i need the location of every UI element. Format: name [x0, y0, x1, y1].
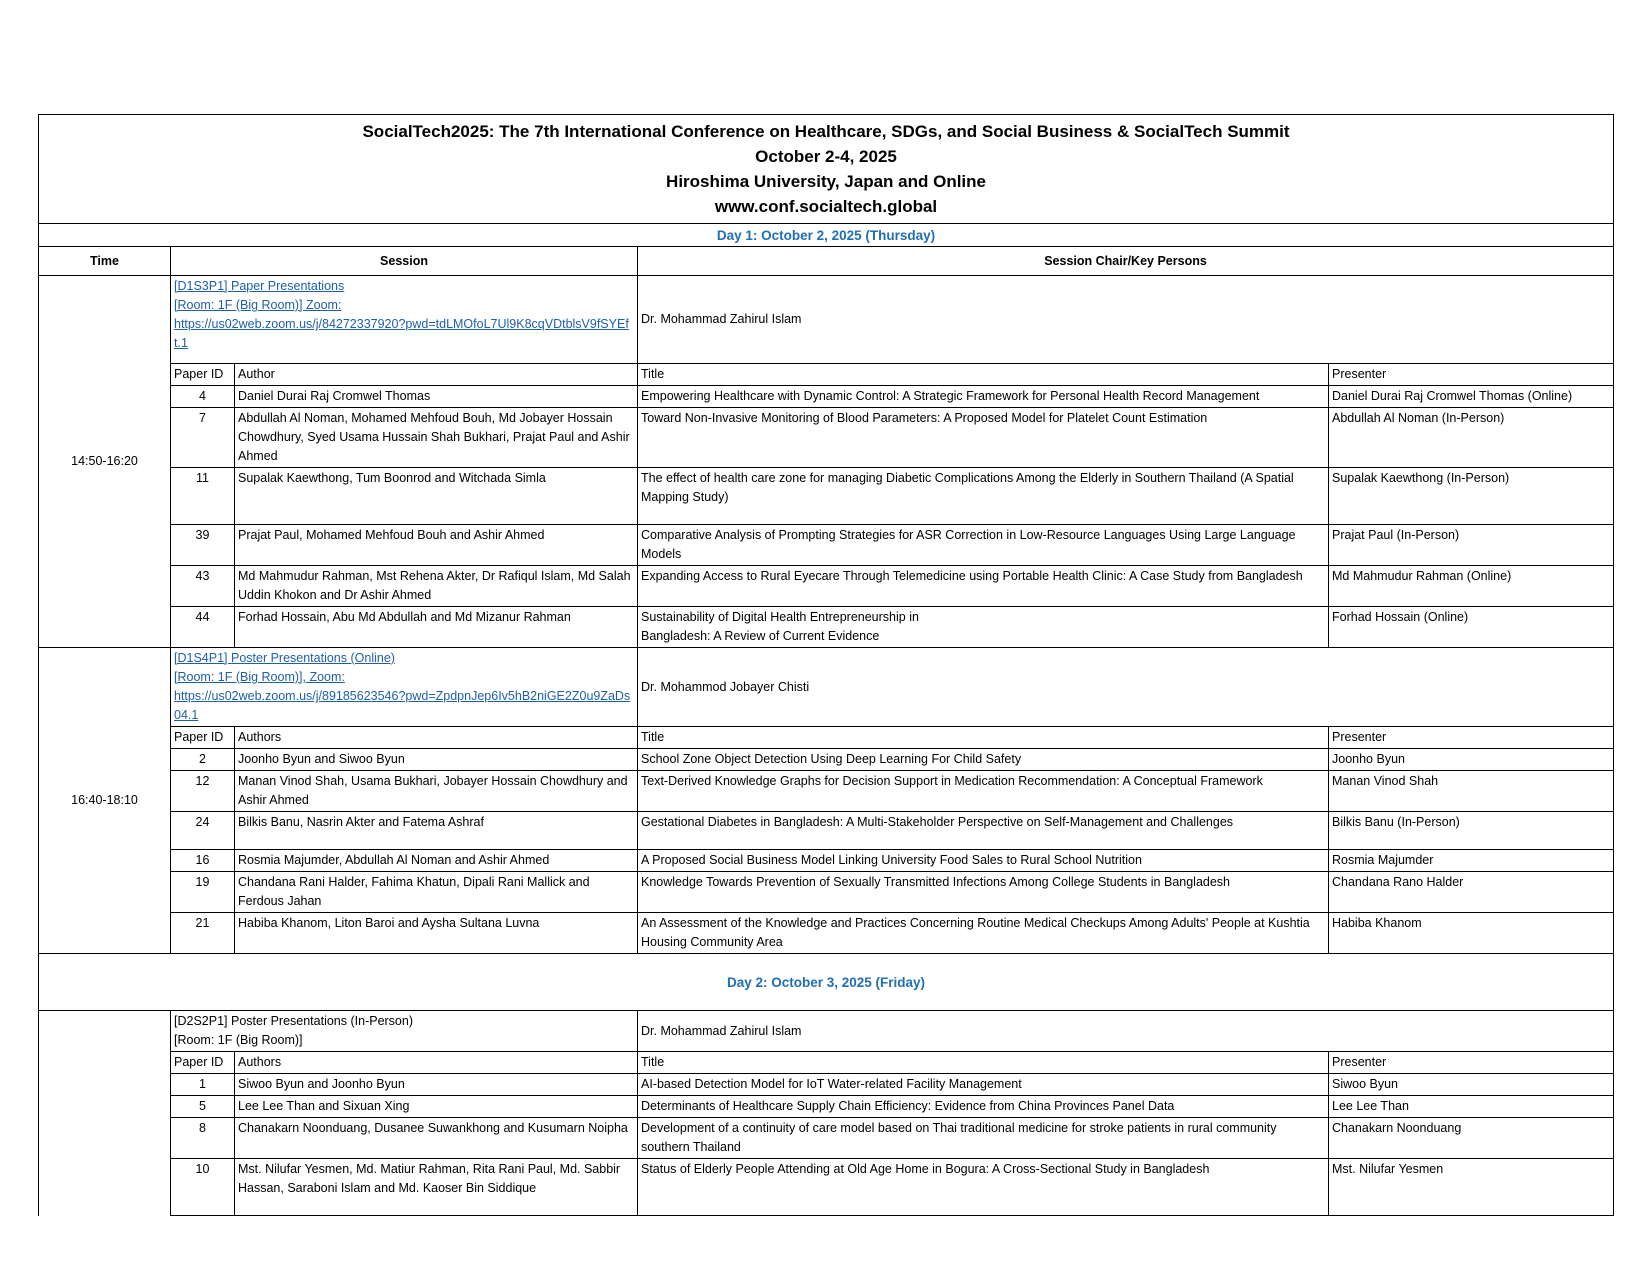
session-chair: Dr. Mohammod Jobayer Chisti [638, 648, 1614, 727]
conference-title: SocialTech2025: The 7th International Conference on Healthcare, SDGs, and Social Business & SocialTech Summit [362, 122, 1290, 141]
paper-presenter: Rosmia Majumder [1329, 850, 1614, 872]
paper-row [39, 386, 1614, 408]
paper-id: 7 [171, 408, 235, 468]
paper-presenter: Daniel Durai Raj Cromwel Thomas (Online) [1329, 386, 1614, 408]
paper-authors: Rosmia Majumder, Abdullah Al Noman and Ashir Ahmed [235, 850, 638, 872]
paper-header-row [39, 1052, 1614, 1074]
paper-authors: Habiba Khanom, Liton Baroi and Aysha Sultana Luvna [235, 913, 638, 954]
paper-id: 43 [171, 566, 235, 607]
paper-row [39, 872, 1614, 913]
session-chair: Dr. Mohammad Zahirul Islam [638, 1011, 1614, 1052]
paper-row [39, 812, 1614, 850]
paper-header-row [39, 364, 1614, 386]
subheader-authors: Authors [235, 727, 638, 749]
session-time: 14:50-16:20 [39, 276, 171, 648]
header-row [39, 115, 1614, 224]
session-chair: Dr. Mohammad Zahirul Islam [638, 276, 1614, 364]
column-header-row [39, 247, 1614, 276]
paper-id: 19 [171, 872, 235, 913]
paper-presenter: Forhad Hossain (Online) [1329, 607, 1614, 648]
paper-authors: Lee Lee Than and Sixuan Xing [235, 1096, 638, 1118]
conference-venue: Hiroshima University, Japan and Online [666, 172, 986, 191]
paper-title: Comparative Analysis of Prompting Strategies for ASR Correction in Low-Resource Languages Using Large Language Models [638, 525, 1329, 566]
paper-row [39, 566, 1614, 607]
subheader-title: Title [638, 727, 1329, 749]
paper-id: 5 [171, 1096, 235, 1118]
paper-presenter: Mst. Nilufar Yesmen [1329, 1159, 1614, 1216]
session-line[interactable]: [Room: 1F (Big Room)] Zoom: [174, 298, 342, 312]
paper-id: 39 [171, 525, 235, 566]
paper-presenter: Siwoo Byun [1329, 1074, 1614, 1096]
day-label: Day 1: October 2, 2025 (Thursday) [39, 224, 1614, 247]
paper-id: 21 [171, 913, 235, 954]
paper-title: Toward Non-Invasive Monitoring of Blood Parameters: A Proposed Model for Platelet Count Estimation [638, 408, 1329, 468]
paper-title: Determinants of Healthcare Supply Chain Efficiency: Evidence from China Provinces Panel Data [638, 1096, 1329, 1118]
session-line[interactable]: [D1S3P1] Paper Presentations [174, 279, 345, 293]
session-line: [D2S2P1] Poster Presentations (In-Person) [174, 1014, 414, 1028]
paper-authors: Mst. Nilufar Yesmen, Md. Matiur Rahman, Rita Rani Paul, Md. Sabbir Hassan, Saraboni Islam and Md. Kaoser Bin Siddique [235, 1159, 638, 1216]
paper-presenter: Joonho Byun [1329, 749, 1614, 771]
session-line[interactable]: [Room: 1F (Big Room)], Zoom: [174, 670, 345, 684]
paper-title: Expanding Access to Rural Eyecare Through Telemedicine using Portable Health Clinic: A Case Study from Bangladesh [638, 566, 1329, 607]
paper-id: 8 [171, 1118, 235, 1159]
paper-authors: Bilkis Banu, Nasrin Akter and Fatema Ashraf [235, 812, 638, 850]
zoom-link[interactable]: https://us02web.zoom.us/j/84272337920?pwd=tdLMOfoL7Ul9K8cqVDtblsV9fSYEft.1 [174, 317, 629, 350]
paper-title: Text-Derived Knowledge Graphs for Decision Support in Medication Recommendation: A Conceptual Framework [638, 771, 1329, 812]
paper-id: 4 [171, 386, 235, 408]
paper-id: 1 [171, 1074, 235, 1096]
paper-authors: Prajat Paul, Mohamed Mehfoud Bouh and Ashir Ahmed [235, 525, 638, 566]
paper-title: Empowering Healthcare with Dynamic Control: A Strategic Framework for Personal Health Record Management [638, 386, 1329, 408]
paper-authors: Supalak Kaewthong, Tum Boonrod and Witchada Simla [235, 468, 638, 525]
paper-authors: Joonho Byun and Siwoo Byun [235, 749, 638, 771]
paper-authors: Siwoo Byun and Joonho Byun [235, 1074, 638, 1096]
paper-authors: Chanakarn Noonduang, Dusanee Suwankhong and Kusumarn Noipha [235, 1118, 638, 1159]
conference-dates: October 2-4, 2025 [755, 147, 897, 166]
paper-presenter: Chandana Rano Halder [1329, 872, 1614, 913]
conference-website: www.conf.socialtech.global [714, 197, 938, 216]
subheader-paper-id: Paper ID [171, 1052, 235, 1074]
paper-row [39, 1096, 1614, 1118]
paper-row [39, 525, 1614, 566]
paper-row [39, 1074, 1614, 1096]
paper-title: AI-based Detection Model for IoT Water-related Facility Management [638, 1074, 1329, 1096]
paper-presenter: Bilkis Banu (In-Person) [1329, 812, 1614, 850]
paper-title: Development of a continuity of care model based on Thai traditional medicine for stroke patients in rural community southern Thailand [638, 1118, 1329, 1159]
paper-row [39, 408, 1614, 468]
paper-authors: Manan Vinod Shah, Usama Bukhari, Jobayer Hossain Chowdhury and Ashir Ahmed [235, 771, 638, 812]
column-chair: Session Chair/Key Persons [638, 247, 1614, 276]
day-row [39, 224, 1614, 247]
paper-title: A Proposed Social Business Model Linking University Food Sales to Rural School Nutrition [638, 850, 1329, 872]
session-info[interactable] [171, 276, 638, 364]
paper-row [39, 1118, 1614, 1159]
paper-title: Sustainability of Digital Health Entrepreneurship in Bangladesh: A Review of Current Evidence [638, 607, 1329, 648]
subheader-presenter: Presenter [1329, 364, 1614, 386]
subheader-title: Title [638, 364, 1329, 386]
session-time [39, 1011, 171, 1216]
paper-title: An Assessment of the Knowledge and Practices Concerning Routine Medical Checkups Among Adults' People at Kushtia Housing Community Area [638, 913, 1329, 954]
paper-presenter: Chanakarn Noonduang [1329, 1118, 1614, 1159]
paper-authors: Daniel Durai Raj Cromwel Thomas [235, 386, 638, 408]
schedule-table [38, 114, 1614, 1216]
paper-row [39, 1159, 1614, 1216]
paper-presenter: Manan Vinod Shah [1329, 771, 1614, 812]
paper-row [39, 771, 1614, 812]
paper-authors: Md Mahmudur Rahman, Mst Rehena Akter, Dr Rafiqul Islam, Md Salah Uddin Khokon and Dr Ashir Ahmed [235, 566, 638, 607]
paper-row [39, 850, 1614, 872]
session-info [171, 1011, 638, 1052]
paper-id: 11 [171, 468, 235, 525]
subheader-authors: Authors [235, 1052, 638, 1074]
session-row [39, 1011, 1614, 1052]
paper-authors: Abdullah Al Noman, Mohamed Mehfoud Bouh, Md Jobayer Hossain Chowdhury, Syed Usama Hussain Shah Bukhari, Prajat Paul and Ashir Ahmed [235, 408, 638, 468]
paper-title: Knowledge Towards Prevention of Sexually Transmitted Infections Among College Students in Bangladesh [638, 872, 1329, 913]
paper-authors: Chandana Rani Halder, Fahima Khatun, Dipali Rani Mallick and Ferdous Jahan [235, 872, 638, 913]
paper-id: 2 [171, 749, 235, 771]
paper-id: 12 [171, 771, 235, 812]
paper-row [39, 749, 1614, 771]
session-line[interactable]: [D1S4P1] Poster Presentations (Online) [174, 651, 395, 665]
session-line: [Room: 1F (Big Room)] [174, 1033, 303, 1047]
column-time: Time [39, 247, 171, 276]
paper-row [39, 913, 1614, 954]
paper-presenter: Prajat Paul (In-Person) [1329, 525, 1614, 566]
subheader-paper-id: Paper ID [171, 364, 235, 386]
column-session: Session [171, 247, 638, 276]
subheader-paper-id: Paper ID [171, 727, 235, 749]
paper-title: School Zone Object Detection Using Deep Learning For Child Safety [638, 749, 1329, 771]
paper-header-row [39, 727, 1614, 749]
day-label: Day 2: October 3, 2025 (Friday) [39, 954, 1614, 1011]
paper-title: The effect of health care zone for managing Diabetic Complications Among the Elderly in Southern Thailand (A Spatial Mapping Study) [638, 468, 1329, 525]
subheader-title: Title [638, 1052, 1329, 1074]
subheader-authors: Author [235, 364, 638, 386]
paper-row [39, 468, 1614, 525]
paper-id: 44 [171, 607, 235, 648]
paper-presenter: Habiba Khanom [1329, 913, 1614, 954]
paper-id: 10 [171, 1159, 235, 1216]
day-row [39, 954, 1614, 1011]
paper-title: Gestational Diabetes in Bangladesh: A Multi-Stakeholder Perspective on Self-Management and Challenges [638, 812, 1329, 850]
paper-authors: Forhad Hossain, Abu Md Abdullah and Md Mizanur Rahman [235, 607, 638, 648]
paper-presenter: Supalak Kaewthong (In-Person) [1329, 468, 1614, 525]
subheader-presenter: Presenter [1329, 727, 1614, 749]
paper-id: 16 [171, 850, 235, 872]
paper-presenter: Lee Lee Than [1329, 1096, 1614, 1118]
paper-row [39, 607, 1614, 648]
session-info[interactable] [171, 648, 638, 727]
session-row [39, 276, 1614, 364]
paper-presenter: Abdullah Al Noman (In-Person) [1329, 408, 1614, 468]
subheader-presenter: Presenter [1329, 1052, 1614, 1074]
paper-id: 24 [171, 812, 235, 850]
paper-presenter: Md Mahmudur Rahman (Online) [1329, 566, 1614, 607]
conference-header [39, 115, 1614, 224]
paper-title: Status of Elderly People Attending at Old Age Home in Bogura: A Cross-Sectional Study in Bangladesh [638, 1159, 1329, 1216]
session-time: 16:40-18:10 [39, 648, 171, 954]
session-row [39, 648, 1614, 727]
zoom-link[interactable]: https://us02web.zoom.us/j/89185623546?pwd=ZpdpnJep6Iv5hB2niGE2Z0u9ZaDs04.1 [174, 689, 631, 722]
